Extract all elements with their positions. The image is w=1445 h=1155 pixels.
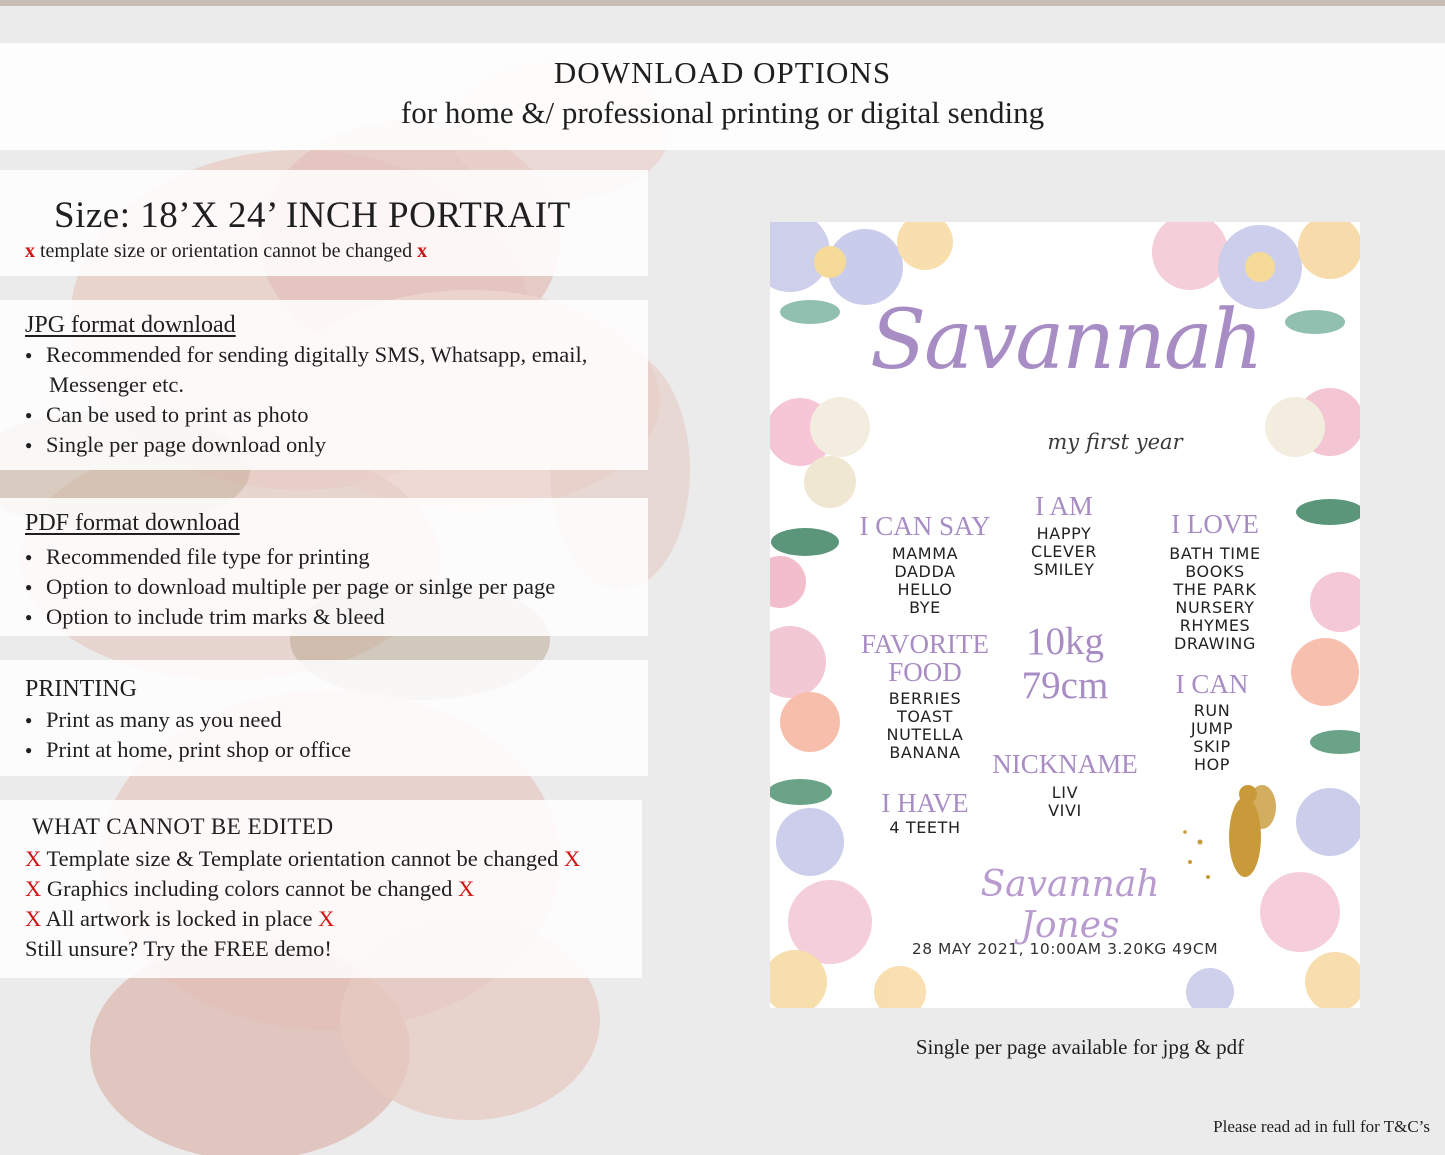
nickname-label: NICKNAME — [992, 749, 1138, 779]
cross-icon: X — [458, 876, 475, 901]
i-love-label: I LOVE — [1171, 509, 1259, 539]
cross-icon: x — [417, 240, 428, 262]
cross-icon: x — [25, 240, 35, 262]
page-subtitle: for home &/ professional printing or digital sending — [400, 95, 1045, 130]
list-item: ● Print at home, print shop or office — [25, 735, 351, 765]
poster-name: Savannah — [870, 293, 1262, 388]
pdf-bullet-list — [25, 542, 555, 632]
i-have-label: I HAVE — [881, 788, 969, 818]
demo-note: Still unsure? Try the FREE demo! — [25, 936, 332, 961]
printing-bullet-list — [25, 705, 351, 765]
cross-icon: X — [563, 846, 581, 871]
printing-heading: PRINTING — [25, 676, 137, 702]
header-band — [0, 43, 1445, 150]
i-can-label: I CAN — [1175, 669, 1249, 699]
i-can-say-label: I CAN SAY — [859, 511, 991, 541]
poster-preview — [770, 222, 1360, 1008]
weight-value: 10kg — [1026, 620, 1104, 663]
page-title: DOWNLOAD OPTIONS — [553, 55, 892, 90]
cannot-edit-heading: WHAT CANNOT BE EDITED — [32, 814, 334, 839]
size-panel — [0, 170, 648, 276]
list-item: ● Recommended for sending digitally SMS, Whatsapp, email, — [25, 340, 587, 370]
terms-note: Please read ad in full for T&C’s — [1213, 1117, 1430, 1136]
list-item: ● Recommended file type for printing — [25, 542, 555, 572]
size-title: Size: 18’X 24’ INCH PORTRAIT — [54, 195, 571, 236]
poster-caption: Single per page available for jpg & pdf — [915, 1035, 1245, 1059]
list-item: Messenger etc. — [49, 372, 184, 397]
i-have-list: 4 TEETH — [889, 818, 961, 837]
favorite-food-list: BERRIES TOAST NUTELLA BANANA — [886, 689, 964, 762]
size-note — [25, 240, 427, 263]
cross-icon: X — [25, 906, 42, 931]
i-can-list: RUN JUMP SKIP HOP — [1190, 701, 1234, 774]
i-can-say-list: MAMMA DADDA HELLO BYE — [891, 544, 959, 617]
list-item: X All artwork is locked in place X — [25, 906, 335, 931]
list-item: X Template size & Template orientation cannot be changed X — [25, 846, 581, 871]
list-item: ● Option to download multiple per page or sinlge per page — [25, 572, 555, 602]
cross-icon: X — [25, 846, 42, 871]
birth-details: 28 MAY 2021, 10:00AM 3.20KG 49CM — [911, 940, 1219, 958]
jpg-bullet-list — [25, 340, 587, 460]
i-am-label: I AM — [1035, 491, 1093, 521]
list-item: ● Can be used to print as photo — [25, 400, 587, 430]
list-item: X Graphics including colors cannot be changed X — [25, 876, 475, 901]
list-item: ● Single per page download only — [25, 430, 587, 460]
jpg-heading: JPG format download — [25, 312, 236, 338]
cannot-edit-panel — [0, 800, 642, 978]
signature: Savannah Jones — [980, 864, 1160, 946]
i-love-list: BATH TIME BOOKS THE PARK NURSERY RHYMES DRAWING — [1169, 544, 1261, 653]
printing-panel — [0, 660, 648, 776]
favorite-food-label: FAVORITE FOOD — [860, 629, 989, 687]
cross-icon: X — [25, 876, 42, 901]
jpg-panel — [0, 300, 648, 470]
pdf-heading: PDF format download — [25, 510, 240, 536]
cross-icon: X — [318, 906, 335, 931]
i-am-list: HAPPY CLEVER SMILEY — [1031, 524, 1097, 579]
height-value: 79cm — [1021, 664, 1109, 707]
cannot-edit-list — [25, 844, 580, 964]
size-note-text: template size or orientation cannot be changed — [40, 240, 413, 262]
pdf-panel — [0, 498, 648, 636]
list-item: ● Print as many as you need — [25, 705, 351, 735]
poster-subtitle: my first year — [1047, 430, 1183, 454]
list-item: ● Option to include trim marks & bleed — [25, 602, 555, 632]
nickname-list: LIV VIVI — [1048, 783, 1082, 820]
